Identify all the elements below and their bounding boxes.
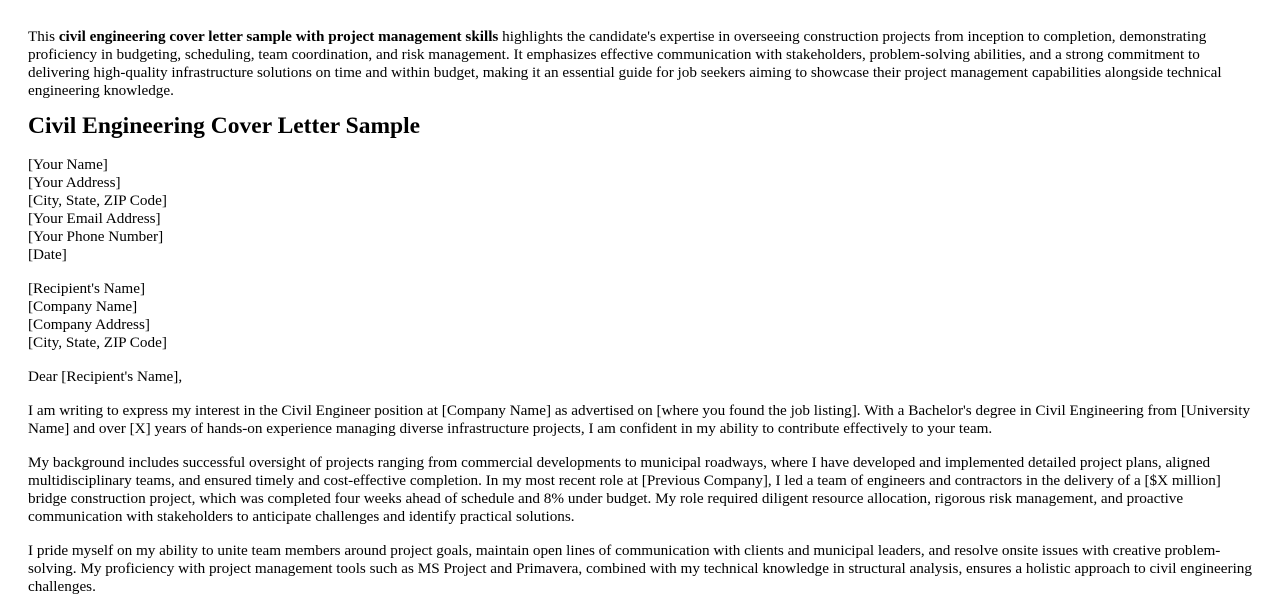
sender-email: [Your Email Address] (28, 210, 161, 227)
sender-address: [Your Address] (28, 174, 121, 191)
body-paragraph: I pride myself on my ability to unite team members around project goals, maintain open lines of communication with clients and municipal leaders, and resolve onsite issues with creative problem-solving. My proficiency with project management tools such as MS Project and Primavera, combined with my technical knowledge in structural analysis, ensures a holistic approach to civil engineering challenges. (28, 542, 1252, 595)
sender-city-state-zip: [City, State, ZIP Code] (28, 192, 167, 209)
body-paragraph: I am writing to express my interest in the Civil Engineer position at [Company Name] as advertised on [where you found the job listing]. With a Bachelor's degree in Civil Engineering from [University Name] and over [X] years of hands-on experience managing diverse infrastructure projects, I am confident in my ability to contribute effectively to your team. (28, 402, 1251, 437)
intro-bold-phrase: civil engineering cover letter sample with project management skills (58, 28, 499, 45)
recipient-company-address: [Company Address] (28, 316, 150, 333)
recipient-city-state-zip: [City, State, ZIP Code] (28, 334, 167, 351)
sender-phone: [Your Phone Number] (28, 228, 164, 245)
recipient-address-block (28, 280, 1253, 352)
sender-address-block (28, 156, 1253, 264)
recipient-name: [Recipient's Name] (28, 280, 146, 297)
salutation: Dear [Recipient's Name], (28, 368, 183, 385)
recipient-company: [Company Name] (28, 298, 138, 315)
sender-name: [Your Name] (28, 156, 108, 173)
page-title: Civil Engineering Cover Letter Sample (28, 113, 421, 139)
letter-date: [Date] (28, 246, 67, 263)
intro-suffix: highlights the candidate's expertise in overseeing construction projects from inception to completion, demonstrating proficiency in budgeting, scheduling, team coordination, and risk management. It emphasizes effective communication with stakeholders, problem-solving abilities, and a strong commitment to delivering high-quality infrastructure solutions on time and within budget, making it an essential guide for job seekers aiming to showcase their project management capabilities alongside technical engineering knowledge. (28, 28, 1222, 99)
document-page (28, 28, 1253, 612)
body-paragraph: My background includes successful oversight of projects ranging from commercial developments to municipal roadways, where I have developed and implemented detailed project plans, aligned multidisciplinary teams, and ensured timely and cost-effective completion. In my most recent role at [Previous Company], I led a team of engineers and contractors in the delivery of a [$X million] bridge construction project, which was completed four weeks ahead of schedule and 8% under budget. My role required diligent resource allocation, rigorous risk management, and proactive communication with stakeholders to anticipate challenges and identify practical solutions. (28, 454, 1221, 525)
intro-paragraph (28, 28, 1253, 100)
intro-prefix: This (28, 28, 59, 45)
